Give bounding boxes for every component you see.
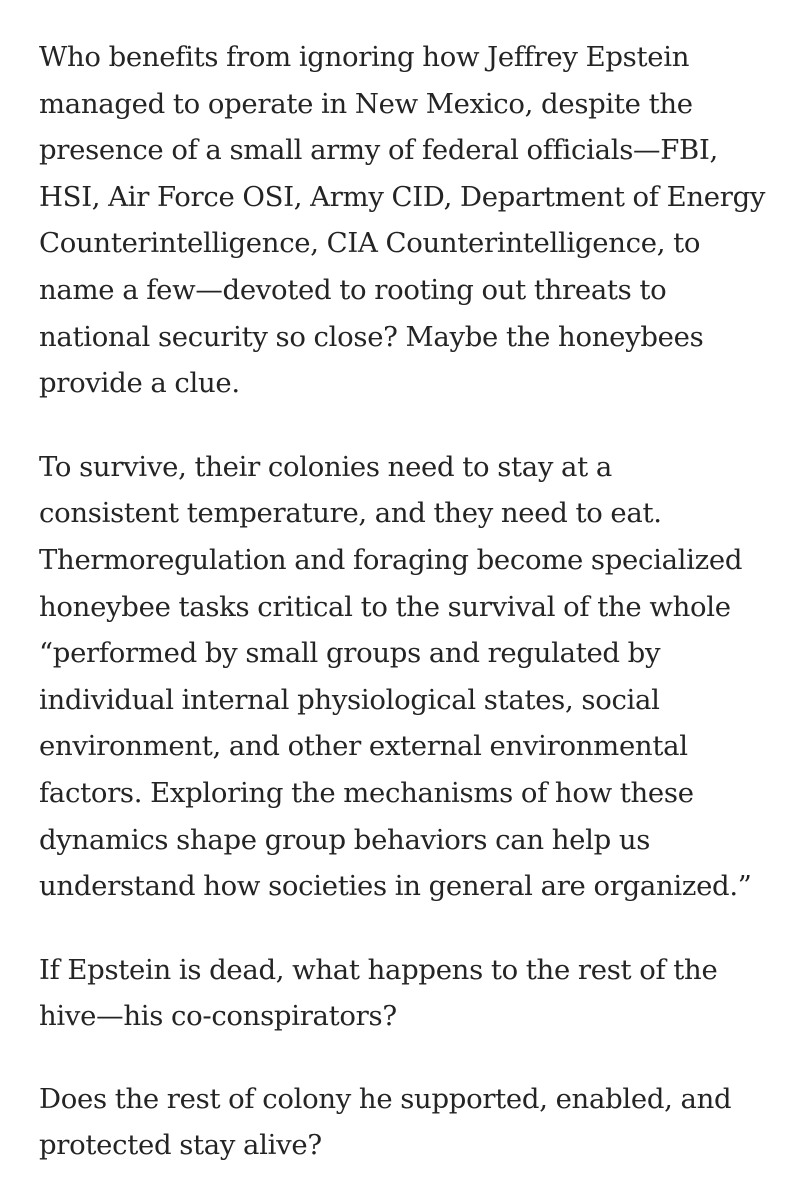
text-line: provide a clue. bbox=[39, 367, 240, 400]
text-line: national security so close? Maybe the honeybees bbox=[39, 320, 704, 353]
text-line: HSI, Air Force OSI, Army CID, Department of Energy bbox=[39, 180, 766, 213]
text-line: individual internal physiological states, social bbox=[39, 683, 660, 716]
text-line: understand how societies in general are organized.” bbox=[39, 870, 752, 903]
paragraph-epstein-new-mexico bbox=[39, 34, 780, 407]
text-line: hive—his co-conspirators? bbox=[39, 1000, 397, 1033]
paragraph-colony-question bbox=[39, 1076, 780, 1169]
text-line: managed to operate in New Mexico, despite the bbox=[39, 87, 693, 120]
text-line: name a few—devoted to rooting out threats to bbox=[39, 273, 667, 306]
text-line: “performed by small groups and regulated by bbox=[39, 637, 661, 670]
paragraph-honeybee-colonies bbox=[39, 444, 780, 910]
text-line: environment, and other external environmental bbox=[39, 730, 688, 763]
text-line: dynamics shape group behaviors can help us bbox=[39, 823, 651, 856]
text-line: consistent temperature, and they need to eat. bbox=[39, 497, 662, 530]
paragraph-hive-question bbox=[39, 947, 780, 1040]
text-line: Counterintelligence, CIA Counterintelligence, to bbox=[39, 227, 701, 260]
text-line: Does the rest of colony he supported, enabled, and bbox=[39, 1082, 732, 1115]
text-line: protected stay alive? bbox=[39, 1129, 322, 1162]
text-line: presence of a small army of federal officials—FBI, bbox=[39, 134, 718, 167]
text-line: If Epstein is dead, what happens to the rest of the bbox=[39, 953, 718, 986]
text-line: honeybee tasks critical to the survival of the whole bbox=[39, 590, 731, 623]
text-line: To survive, their colonies need to stay at a bbox=[39, 450, 612, 483]
text-line: Thermoregulation and foraging become specialized bbox=[39, 543, 743, 576]
text-line: factors. Exploring the mechanisms of how these bbox=[39, 776, 694, 809]
text-line: Who benefits from ignoring how Jeffrey Epstein bbox=[39, 41, 690, 73]
